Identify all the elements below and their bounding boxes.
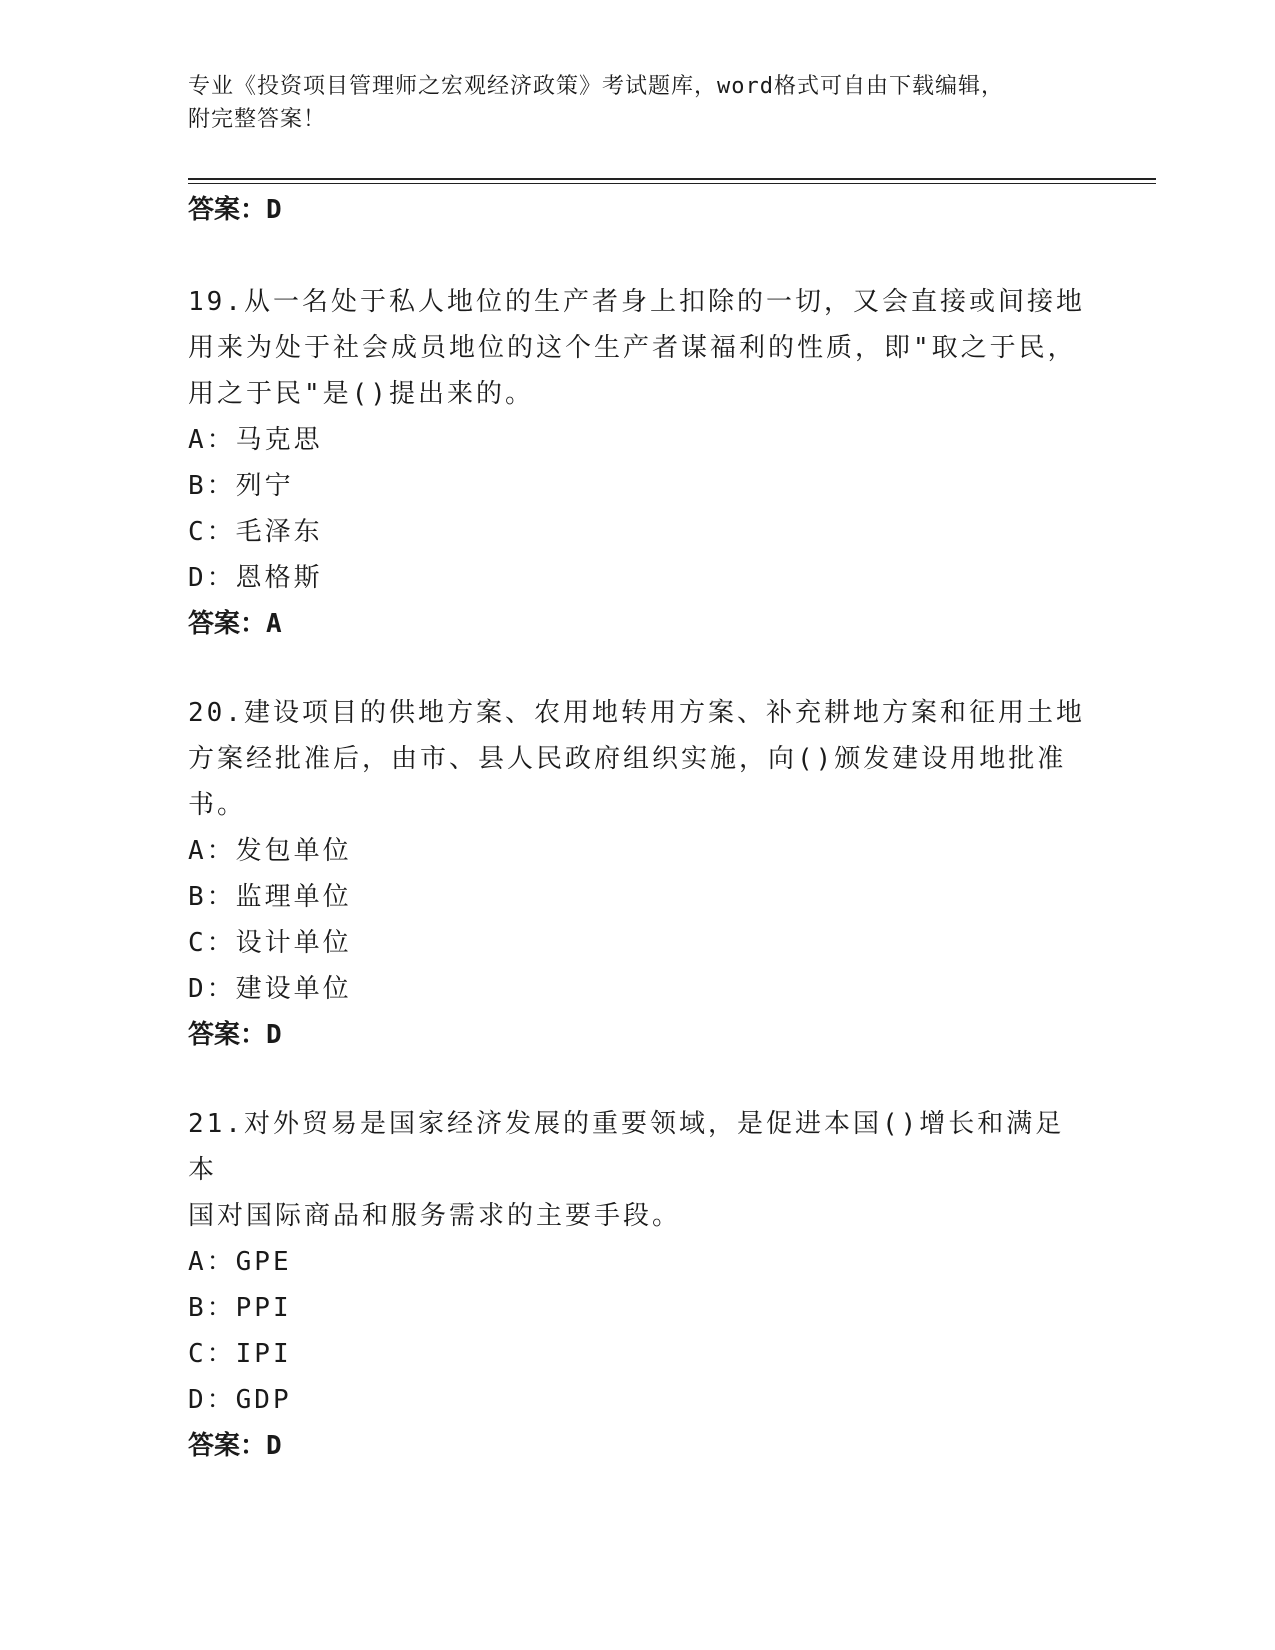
question-21 [188,1101,1088,1469]
question-20 [188,690,1088,1058]
question-stem-line: 国对国际商品和服务需求的主要手段。 [188,1201,682,1231]
option-d: D：建设单位 [188,974,352,1004]
option-c: C：设计单位 [188,928,352,958]
answer: 答案：A [188,609,282,639]
question-19 [188,279,1088,647]
question-stem-line: 用来为处于社会成员地位的这个生产者谋福利的性质，即"取之于民， [188,333,1077,363]
option-a: A：GPE [188,1247,292,1277]
question-stem-line: 书。 [188,790,247,820]
option-b: B：PPI [188,1293,292,1323]
header-line-2: 附完整答案！ [188,107,327,132]
question-stem-line: 20.建设项目的供地方案、农用地转用方案、补充耕地方案和征用土地 [188,698,1085,728]
option-d: D：GDP [188,1385,292,1415]
header-divider-thin [188,183,1156,184]
option-d: D：恩格斯 [188,563,323,593]
previous-answer: 答案：D [188,195,282,225]
header-line-1: 专业《投资项目管理师之宏观经济政策》考试题库，word格式可自由下载编辑， [188,74,1004,99]
header-divider-thick [188,178,1156,180]
option-b: B：监理单位 [188,882,352,912]
question-stem-line: 19.从一名处于私人地位的生产者身上扣除的一切，又会直接或间接地 [188,287,1085,317]
question-stem-line: 用之于民"是()提出来的。 [188,379,534,409]
option-a: A：发包单位 [188,836,352,866]
option-a: A：马克思 [188,425,323,455]
option-b: B：列宁 [188,471,294,501]
option-c: C：毛泽东 [188,517,323,547]
answer: 答案：D [188,1431,282,1461]
question-stem-line: 21.对外贸易是国家经济发展的重要领域，是促进本国()增长和满足本 [188,1109,1065,1185]
question-stem-line: 方案经批准后，由市、县人民政府组织实施，向()颁发建设用地批准 [188,744,1067,774]
page-header [188,70,1088,136]
option-c: C：IPI [188,1339,292,1369]
answer: 答案：D [188,1020,282,1050]
